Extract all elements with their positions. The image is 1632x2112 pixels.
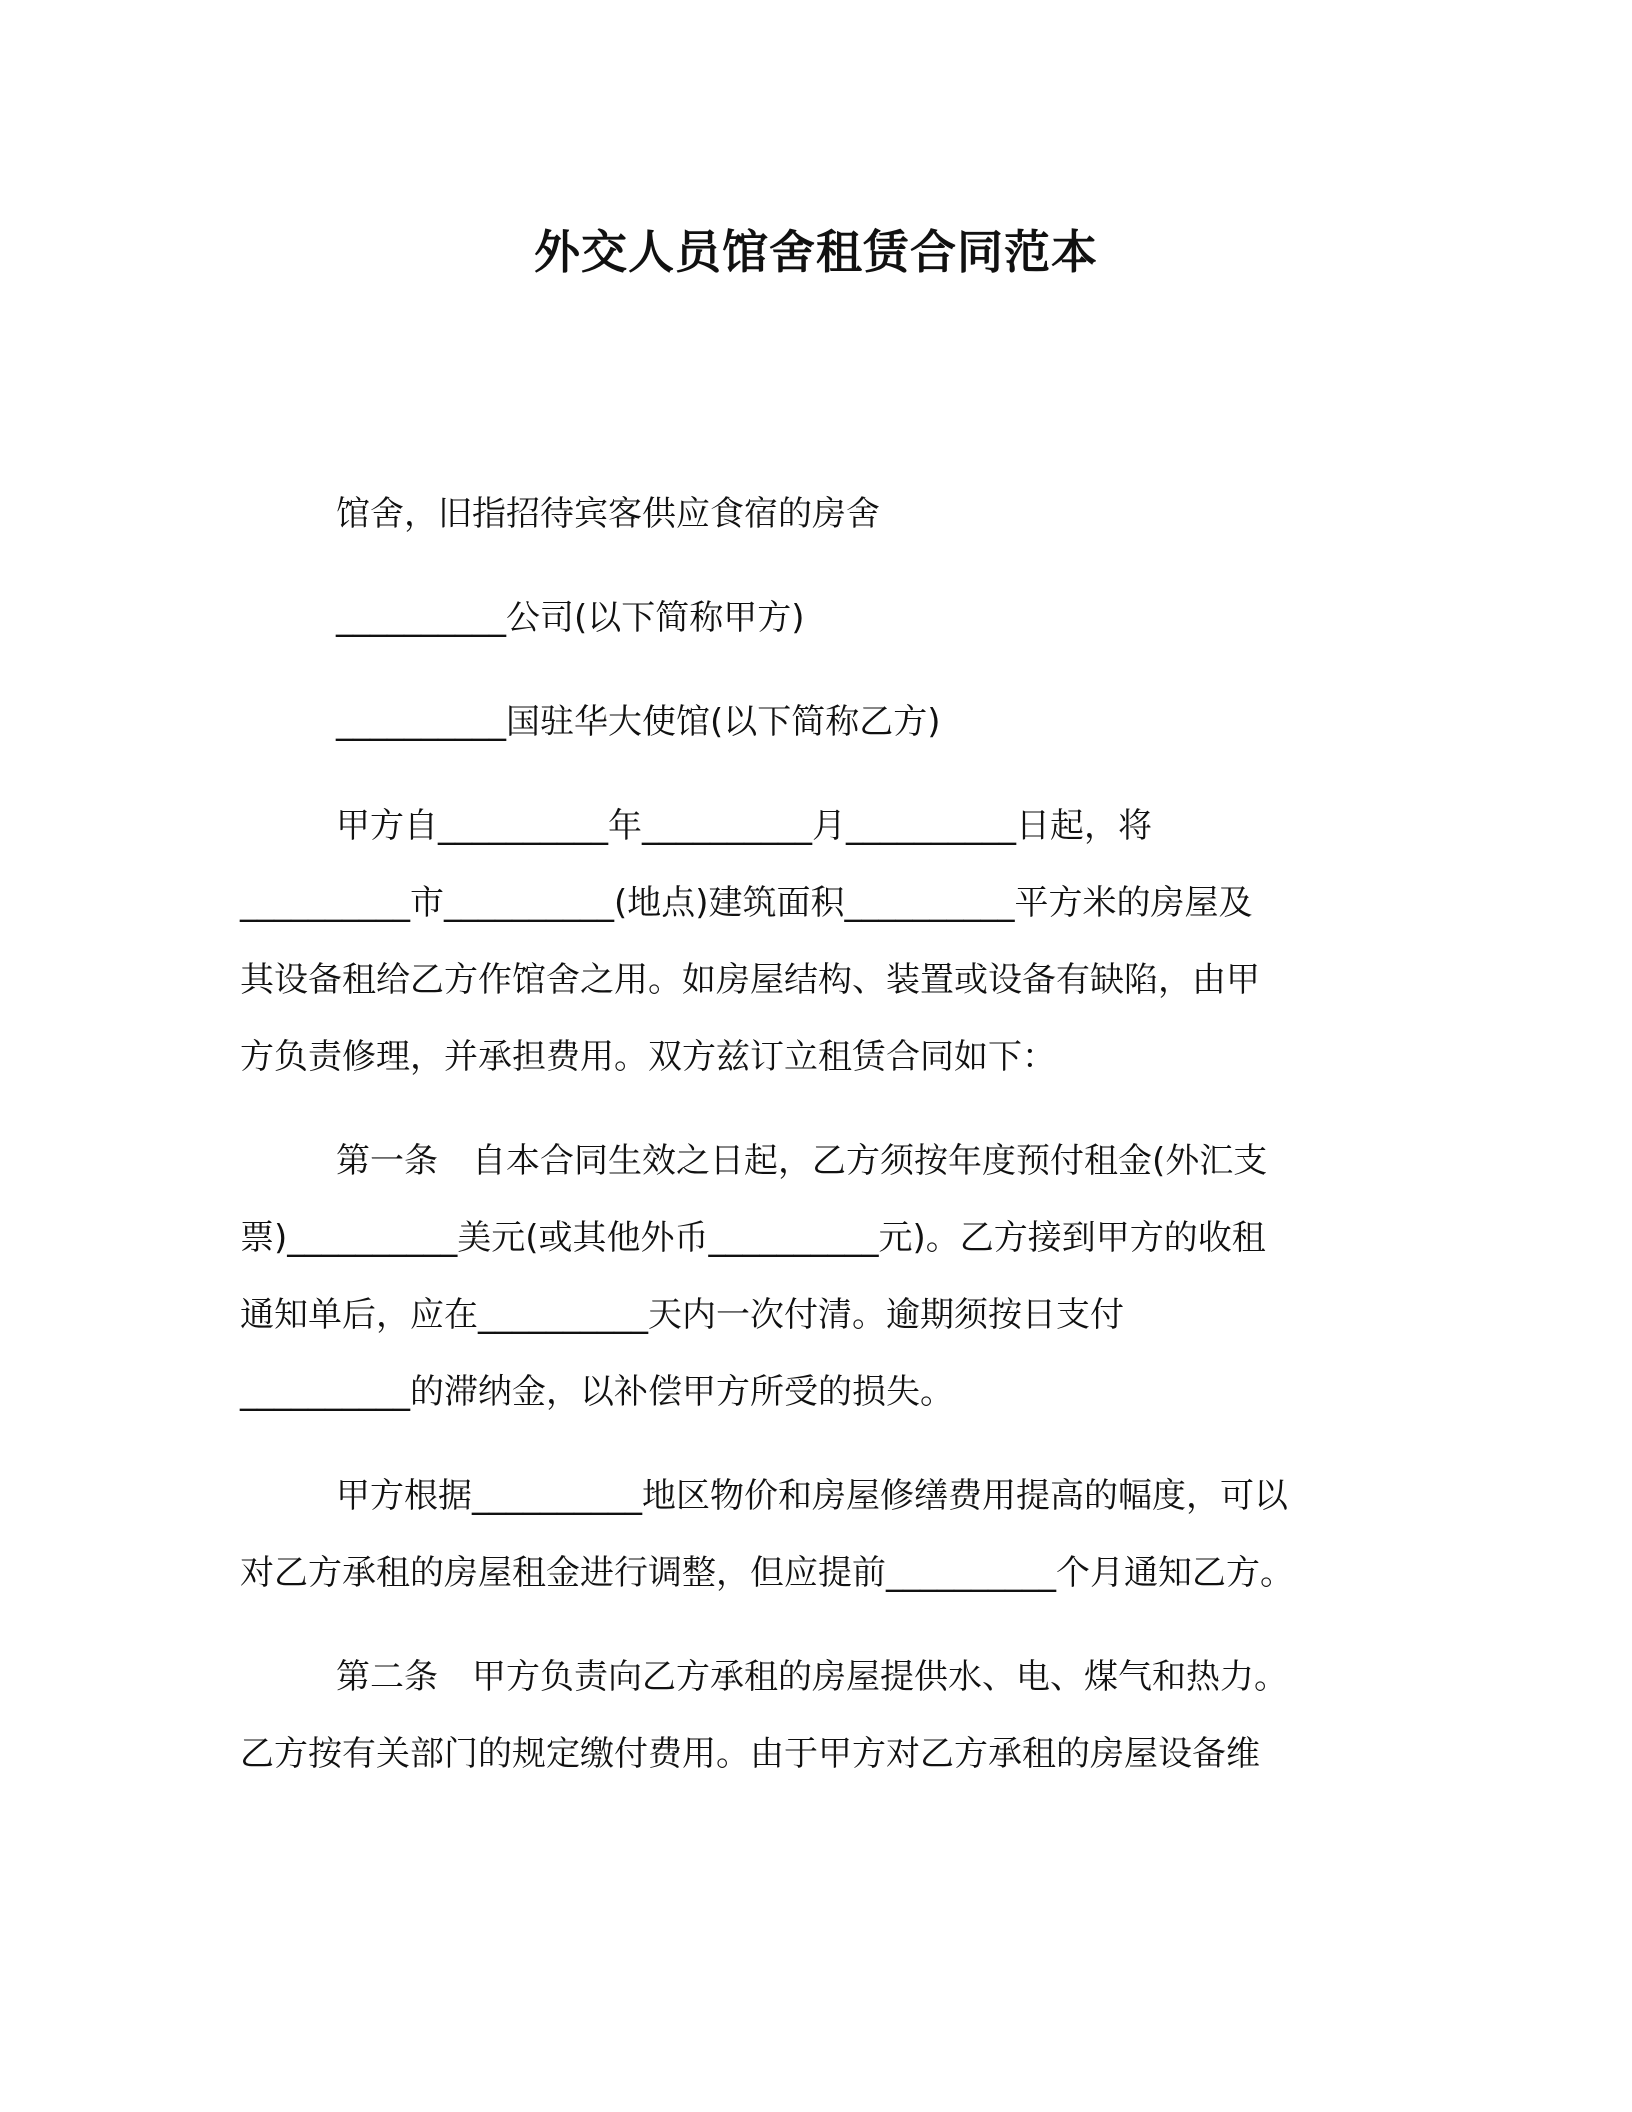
paragraph-line: 甲方根据__________地区物价和房屋修缮费用提高的幅度，可以	[336, 1476, 1288, 1516]
document-body	[240, 494, 1392, 1774]
paragraph-article-1	[240, 1141, 1392, 1412]
party-b-line: __________国驻华大使馆(以下简称乙方)	[336, 702, 941, 742]
paragraph-line: 第一条 自本合同生效之日起，乙方须按年度预付租金(外汇支	[336, 1141, 1268, 1181]
paragraph-line: 票)__________美元(或其他外币__________元)。乙方接到甲方的收租	[240, 1218, 1266, 1258]
paragraph-line: __________市__________(地点)建筑面积__________平方米的房屋及	[240, 883, 1253, 923]
paragraph-rent-adjustment	[240, 1476, 1392, 1593]
paragraph-line: 通知单后，应在__________天内一次付清。逾期须按日支付	[240, 1295, 1124, 1335]
paragraph-line: 乙方按有关部门的规定缴付费用。由于甲方对乙方承租的房屋设备维	[240, 1734, 1260, 1774]
paragraph-line: 其设备租给乙方作馆舍之用。如房屋结构、装置或设备有缺陷，由甲	[240, 960, 1260, 1000]
paragraph-lease-terms	[240, 806, 1392, 1077]
paragraph-article-2	[240, 1657, 1392, 1774]
paragraph-line: 第二条 甲方负责向乙方承租的房屋提供水、电、煤气和热力。	[336, 1657, 1288, 1697]
paragraph-line: 对乙方承租的房屋租金进行调整，但应提前__________个月通知乙方。	[240, 1553, 1294, 1593]
paragraph-intro: 馆舍，旧指招待宾客供应食宿的房舍	[336, 494, 880, 534]
document-title: 外交人员馆舍租赁合同范本	[534, 225, 1098, 279]
paragraph-line: 甲方自__________年__________月__________日起，将	[336, 806, 1152, 846]
paragraph-line: 方负责修理，并承担费用。双方兹订立租赁合同如下：	[240, 1037, 1056, 1077]
party-a-line: __________公司(以下简称甲方)	[336, 598, 805, 638]
paragraph-line: __________的滞纳金，以补偿甲方所受的损失。	[240, 1372, 954, 1412]
